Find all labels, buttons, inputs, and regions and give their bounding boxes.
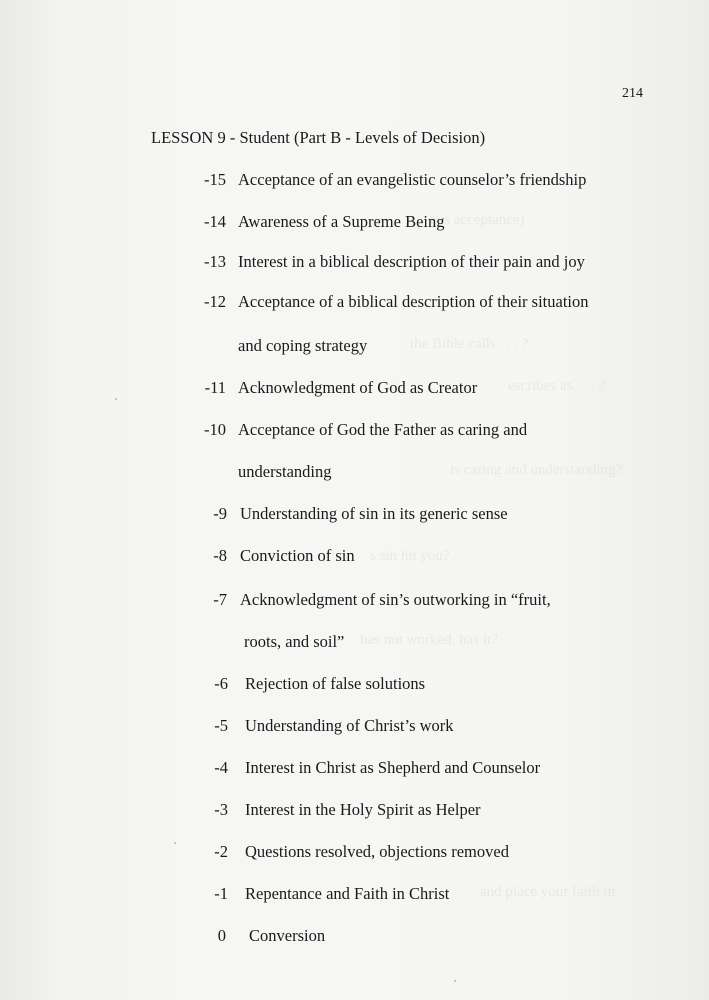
- level-text: and coping strategy: [238, 336, 368, 355]
- level-number: -4: [214, 758, 228, 777]
- list-item: [0, 926, 709, 948]
- level-number: -9: [213, 504, 227, 523]
- level-text: Understanding of sin in its generic sense: [240, 504, 508, 523]
- page-number: 214: [622, 86, 643, 101]
- list-item: [0, 674, 709, 696]
- list-item: [0, 758, 709, 780]
- bleed-through-text: the Bible calls . . . ?: [410, 336, 529, 352]
- list-item: [0, 378, 709, 400]
- list-item: [0, 420, 709, 442]
- list-item: [0, 590, 709, 612]
- bleed-through-text: escribes as . . . ?: [508, 378, 606, 394]
- bleed-through-text: and place your faith in: [480, 884, 615, 900]
- level-number: -8: [213, 546, 227, 565]
- level-number: -7: [213, 590, 227, 609]
- level-number: -5: [214, 716, 228, 735]
- list-item: [0, 884, 709, 906]
- level-text: Acceptance of God the Father as caring and: [238, 420, 528, 439]
- level-number: -15: [204, 170, 226, 189]
- level-text: Interest in a biblical description of their pain and joy: [238, 252, 585, 271]
- level-number: -2: [214, 842, 228, 861]
- list-item: [0, 292, 709, 314]
- level-text: Conversion: [249, 926, 326, 945]
- level-number: -13: [204, 252, 226, 271]
- list-item: [0, 842, 709, 864]
- level-number: -14: [204, 212, 226, 231]
- level-text: understanding: [238, 462, 332, 481]
- scan-speck: [454, 980, 456, 982]
- list-item: [0, 716, 709, 738]
- list-item: [0, 504, 709, 526]
- level-number: -6: [214, 674, 228, 693]
- level-text: Interest in Christ as Shepherd and Counselor: [245, 758, 541, 777]
- bleed-through-text: s sin hit you?: [370, 548, 450, 564]
- level-text: Acceptance of a biblical description of their situation: [238, 292, 589, 311]
- level-number: -11: [204, 378, 226, 397]
- level-text: Repentance and Faith in Christ: [245, 884, 450, 903]
- level-number: -10: [204, 420, 226, 439]
- level-text: Understanding of Christ’s work: [245, 716, 454, 735]
- level-number: -3: [214, 800, 228, 819]
- level-text: Acknowledgment of sin’s outworking in “fruit,: [240, 590, 551, 609]
- bleed-through-text: is caring and understanding?: [450, 462, 623, 478]
- level-number: -1: [214, 884, 228, 903]
- lesson-title: LESSON 9 - Student (Part B - Levels of Decision): [151, 128, 486, 147]
- level-number: 0: [217, 926, 226, 945]
- level-text: Awareness of a Supreme Being: [238, 212, 445, 231]
- level-text: Questions resolved, objections removed: [245, 842, 509, 861]
- level-text: Rejection of false solutions: [245, 674, 426, 693]
- level-text: roots, and soil”: [244, 632, 345, 651]
- level-text: Acknowledgment of God as Creator: [238, 378, 478, 397]
- level-text: Acceptance of an evangelistic counselor’s friendship: [238, 170, 587, 189]
- list-item: [0, 212, 709, 234]
- list-item: [0, 170, 709, 192]
- bleed-through-text: nes acceptance): [430, 212, 525, 228]
- list-item: [0, 546, 709, 568]
- list-item: [0, 252, 709, 274]
- level-number: -12: [204, 292, 226, 311]
- list-item: [0, 800, 709, 822]
- bleed-through-text: has not worked, has it?: [360, 632, 498, 648]
- level-text: Conviction of sin: [240, 546, 355, 565]
- level-text: Interest in the Holy Spirit as Helper: [245, 800, 481, 819]
